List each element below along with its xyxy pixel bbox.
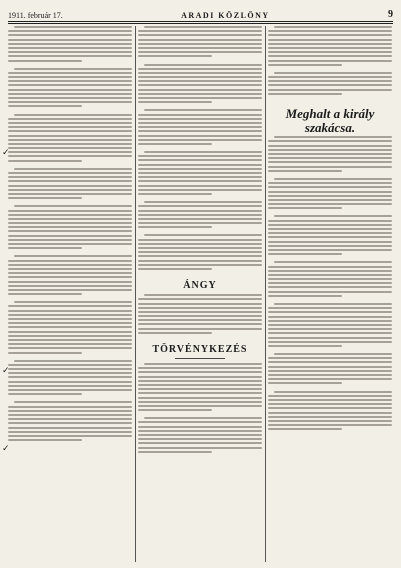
text-line xyxy=(268,416,392,418)
text-line xyxy=(8,389,132,391)
text-line xyxy=(268,328,392,330)
text-line xyxy=(268,412,392,414)
text-line xyxy=(138,239,262,241)
text-line xyxy=(8,143,132,145)
text-line xyxy=(8,130,132,132)
text-line xyxy=(138,397,262,399)
text-line xyxy=(8,381,132,383)
text-line xyxy=(138,226,212,228)
text-line xyxy=(268,199,392,201)
text-line xyxy=(268,374,392,376)
text-line xyxy=(138,328,262,330)
text-line xyxy=(8,322,132,324)
newspaper-page xyxy=(2,6,393,562)
text-line xyxy=(8,326,132,328)
text-line xyxy=(268,161,392,163)
text-line xyxy=(268,30,392,32)
text-line xyxy=(138,47,262,49)
text-line xyxy=(138,405,262,407)
text-line xyxy=(268,182,392,184)
text-line xyxy=(138,39,262,41)
text-line xyxy=(268,241,392,243)
text-line xyxy=(8,376,132,378)
text-line xyxy=(138,76,262,78)
text-line xyxy=(268,274,392,276)
text-line xyxy=(138,93,262,95)
text-line xyxy=(8,160,82,162)
text-line xyxy=(138,180,262,182)
text-line xyxy=(268,324,392,326)
text-line xyxy=(8,155,132,157)
text-line xyxy=(8,60,82,62)
text-line xyxy=(274,261,392,263)
text-line xyxy=(268,191,392,193)
text-line xyxy=(268,316,392,318)
text-line xyxy=(138,51,262,53)
text-line xyxy=(144,151,262,153)
text-line xyxy=(8,147,132,149)
text-line xyxy=(138,176,262,178)
column-3 xyxy=(268,26,392,562)
text-line xyxy=(138,323,262,325)
text-line xyxy=(268,295,342,297)
text-line xyxy=(138,451,212,453)
text-line xyxy=(268,345,342,347)
text-line xyxy=(138,388,262,390)
text-line xyxy=(268,286,392,288)
text-line xyxy=(138,155,262,157)
text-line xyxy=(138,139,262,141)
text-line xyxy=(268,382,342,384)
text-line xyxy=(144,109,262,111)
text-line xyxy=(8,84,132,86)
text-line xyxy=(14,401,132,403)
text-line xyxy=(8,172,132,174)
text-line xyxy=(268,207,342,209)
margin-mark: ✓ xyxy=(2,366,10,376)
text-line xyxy=(274,26,392,28)
column-2 xyxy=(138,26,262,562)
text-line xyxy=(8,226,132,228)
text-line xyxy=(8,76,132,78)
section-rule xyxy=(175,358,225,359)
text-line xyxy=(268,76,392,78)
text-line xyxy=(144,201,262,203)
text-line xyxy=(268,424,392,426)
text-line xyxy=(274,353,392,355)
text-line xyxy=(8,93,132,95)
text-line xyxy=(8,268,132,270)
text-line xyxy=(138,80,262,82)
text-line xyxy=(138,164,262,166)
text-line xyxy=(8,43,132,45)
text-line xyxy=(138,118,262,120)
text-line xyxy=(138,260,262,262)
text-line xyxy=(268,153,392,155)
text-line xyxy=(8,180,132,182)
text-line xyxy=(8,135,132,137)
text-line xyxy=(8,318,132,320)
text-line xyxy=(8,80,132,82)
text-line xyxy=(8,55,132,57)
text-line xyxy=(144,26,262,28)
text-line xyxy=(8,72,132,74)
text-line xyxy=(268,341,392,343)
text-line xyxy=(8,289,132,291)
text-line xyxy=(14,114,132,116)
text-line xyxy=(8,30,132,32)
text-line xyxy=(268,60,392,62)
text-line xyxy=(8,439,82,441)
text-line xyxy=(8,193,132,195)
page-header xyxy=(8,6,393,20)
header-title: ARADI KÖZLÖNY xyxy=(181,11,270,20)
text-line xyxy=(138,34,262,36)
text-line xyxy=(8,331,132,333)
text-line xyxy=(8,422,132,424)
text-line xyxy=(268,84,392,86)
text-line xyxy=(268,55,392,57)
text-line xyxy=(268,253,342,255)
text-line xyxy=(274,215,392,217)
text-line xyxy=(8,126,132,128)
text-line xyxy=(8,335,132,337)
text-line xyxy=(138,89,262,91)
text-line xyxy=(138,268,212,270)
text-line xyxy=(8,368,132,370)
text-line xyxy=(138,371,262,373)
text-line xyxy=(268,51,392,53)
text-line xyxy=(144,363,262,365)
text-line xyxy=(8,176,132,178)
text-line xyxy=(8,89,132,91)
text-line xyxy=(14,168,132,170)
text-line xyxy=(268,157,392,159)
text-line xyxy=(268,166,392,168)
text-line xyxy=(8,347,132,349)
text-line xyxy=(144,64,262,66)
text-line xyxy=(138,210,262,212)
text-line xyxy=(8,364,132,366)
text-line xyxy=(268,47,392,49)
text-line xyxy=(268,93,342,95)
text-line xyxy=(268,43,392,45)
text-line xyxy=(268,64,342,66)
text-line xyxy=(138,130,262,132)
page-number: 9 xyxy=(387,9,393,20)
text-line xyxy=(8,272,132,274)
text-line xyxy=(138,126,262,128)
text-line xyxy=(138,143,212,145)
text-line xyxy=(268,266,392,268)
text-line xyxy=(268,245,392,247)
text-line xyxy=(268,249,392,251)
text-line xyxy=(8,239,132,241)
text-line xyxy=(8,339,132,341)
text-line xyxy=(8,118,132,120)
text-line xyxy=(8,372,132,374)
text-line xyxy=(138,84,262,86)
text-line xyxy=(144,234,262,236)
text-line xyxy=(268,170,342,172)
text-line xyxy=(138,442,262,444)
text-line xyxy=(138,392,262,394)
text-line xyxy=(8,139,132,141)
text-line xyxy=(138,447,262,449)
text-line xyxy=(268,361,392,363)
text-line xyxy=(268,232,392,234)
text-line xyxy=(8,222,132,224)
text-line xyxy=(268,291,392,293)
header-rule xyxy=(8,21,393,24)
text-line xyxy=(8,343,132,345)
text-line xyxy=(268,307,392,309)
text-line xyxy=(274,391,392,393)
text-line xyxy=(8,276,132,278)
text-line xyxy=(8,431,132,433)
text-line xyxy=(268,428,342,430)
text-line xyxy=(268,399,392,401)
text-line xyxy=(8,418,132,420)
text-line xyxy=(8,410,132,412)
text-line xyxy=(268,320,392,322)
text-line xyxy=(268,403,392,405)
text-line xyxy=(274,178,392,180)
text-line xyxy=(268,236,392,238)
header-date: 1911. február 17. xyxy=(8,11,63,20)
article-title: Meghalt a király szakácsa. xyxy=(285,106,375,135)
text-line xyxy=(138,168,262,170)
text-line xyxy=(8,243,132,245)
text-line xyxy=(268,407,392,409)
text-line xyxy=(138,159,262,161)
text-line xyxy=(268,149,392,151)
text-line xyxy=(8,435,132,437)
text-line xyxy=(138,218,262,220)
column-1 xyxy=(8,26,132,562)
text-line xyxy=(138,401,262,403)
text-line xyxy=(268,186,392,188)
text-line xyxy=(138,251,262,253)
text-line xyxy=(14,26,132,28)
text-line xyxy=(138,438,262,440)
text-line xyxy=(8,235,132,237)
text-line xyxy=(138,214,262,216)
text-line xyxy=(268,311,392,313)
section-heading: TÖRVÉNYKEZÉS xyxy=(152,344,248,355)
text-line xyxy=(8,260,132,262)
text-line xyxy=(8,185,132,187)
text-line xyxy=(8,427,132,429)
margin-mark: ✓ xyxy=(2,444,10,454)
text-line xyxy=(138,298,262,300)
text-line xyxy=(138,332,212,334)
text-line xyxy=(274,72,392,74)
text-line xyxy=(138,426,262,428)
text-line xyxy=(8,230,132,232)
text-line xyxy=(268,332,392,334)
text-line xyxy=(138,434,262,436)
text-line xyxy=(138,185,262,187)
text-line xyxy=(144,294,262,296)
text-line xyxy=(138,409,212,411)
text-line xyxy=(268,220,392,222)
text-line xyxy=(8,352,82,354)
text-line xyxy=(268,140,392,142)
text-line xyxy=(8,39,132,41)
text-line xyxy=(138,255,262,257)
text-line xyxy=(8,293,82,295)
text-line xyxy=(138,222,262,224)
text-line xyxy=(138,43,262,45)
text-line xyxy=(8,281,132,283)
text-line xyxy=(138,55,212,57)
text-line xyxy=(8,197,82,199)
text-line xyxy=(268,195,392,197)
text-line xyxy=(8,218,132,220)
text-line xyxy=(138,430,262,432)
text-line xyxy=(138,97,262,99)
text-line xyxy=(8,393,82,395)
text-line xyxy=(8,214,132,216)
text-line xyxy=(268,224,392,226)
text-line xyxy=(268,203,392,205)
text-line xyxy=(8,151,132,153)
text-line xyxy=(268,270,392,272)
text-line xyxy=(138,189,262,191)
text-line xyxy=(8,285,132,287)
text-line xyxy=(138,114,262,116)
text-line xyxy=(138,247,262,249)
text-line xyxy=(8,305,132,307)
text-line xyxy=(8,105,82,107)
text-line xyxy=(138,311,262,313)
text-line xyxy=(138,243,262,245)
text-line xyxy=(138,193,212,195)
text-line xyxy=(138,380,262,382)
text-line xyxy=(268,80,392,82)
text-line xyxy=(8,310,132,312)
text-line xyxy=(8,47,132,49)
text-line xyxy=(268,420,392,422)
text-line xyxy=(138,172,262,174)
text-line xyxy=(268,366,392,368)
text-line xyxy=(8,97,132,99)
text-line xyxy=(138,376,262,378)
text-line xyxy=(8,122,132,124)
text-line xyxy=(8,314,132,316)
text-line xyxy=(268,282,392,284)
text-line xyxy=(8,210,132,212)
text-line xyxy=(138,122,262,124)
text-line xyxy=(8,51,132,53)
text-line xyxy=(8,101,132,103)
text-line xyxy=(138,319,262,321)
text-line xyxy=(138,68,262,70)
text-line xyxy=(8,34,132,36)
text-line xyxy=(8,264,132,266)
text-line xyxy=(138,384,262,386)
text-line xyxy=(268,378,392,380)
text-line xyxy=(268,395,392,397)
text-line xyxy=(268,228,392,230)
text-line xyxy=(138,264,262,266)
text-line xyxy=(274,303,392,305)
text-line xyxy=(138,30,262,32)
text-line xyxy=(274,136,392,138)
text-line xyxy=(268,39,392,41)
text-line xyxy=(138,421,262,423)
text-line xyxy=(268,337,392,339)
text-line xyxy=(268,145,392,147)
text-line xyxy=(138,367,262,369)
text-line xyxy=(138,315,262,317)
text-line xyxy=(138,205,262,207)
text-line xyxy=(268,370,392,372)
text-line xyxy=(138,303,262,305)
text-line xyxy=(8,406,132,408)
text-line xyxy=(14,301,132,303)
text-line xyxy=(8,414,132,416)
text-line xyxy=(138,101,212,103)
text-line xyxy=(268,34,392,36)
text-line xyxy=(14,68,132,70)
text-line xyxy=(268,89,392,91)
section-heading: ÁNGY xyxy=(183,280,217,292)
text-line xyxy=(138,135,262,137)
text-line xyxy=(8,247,82,249)
text-line xyxy=(144,417,262,419)
margin-mark: ✓ xyxy=(2,148,10,158)
text-line xyxy=(14,360,132,362)
text-line xyxy=(268,357,392,359)
text-line xyxy=(138,307,262,309)
text-line xyxy=(14,255,132,257)
text-line xyxy=(268,278,392,280)
text-line xyxy=(8,385,132,387)
text-line xyxy=(8,189,132,191)
text-line xyxy=(14,205,132,207)
text-line xyxy=(138,72,262,74)
